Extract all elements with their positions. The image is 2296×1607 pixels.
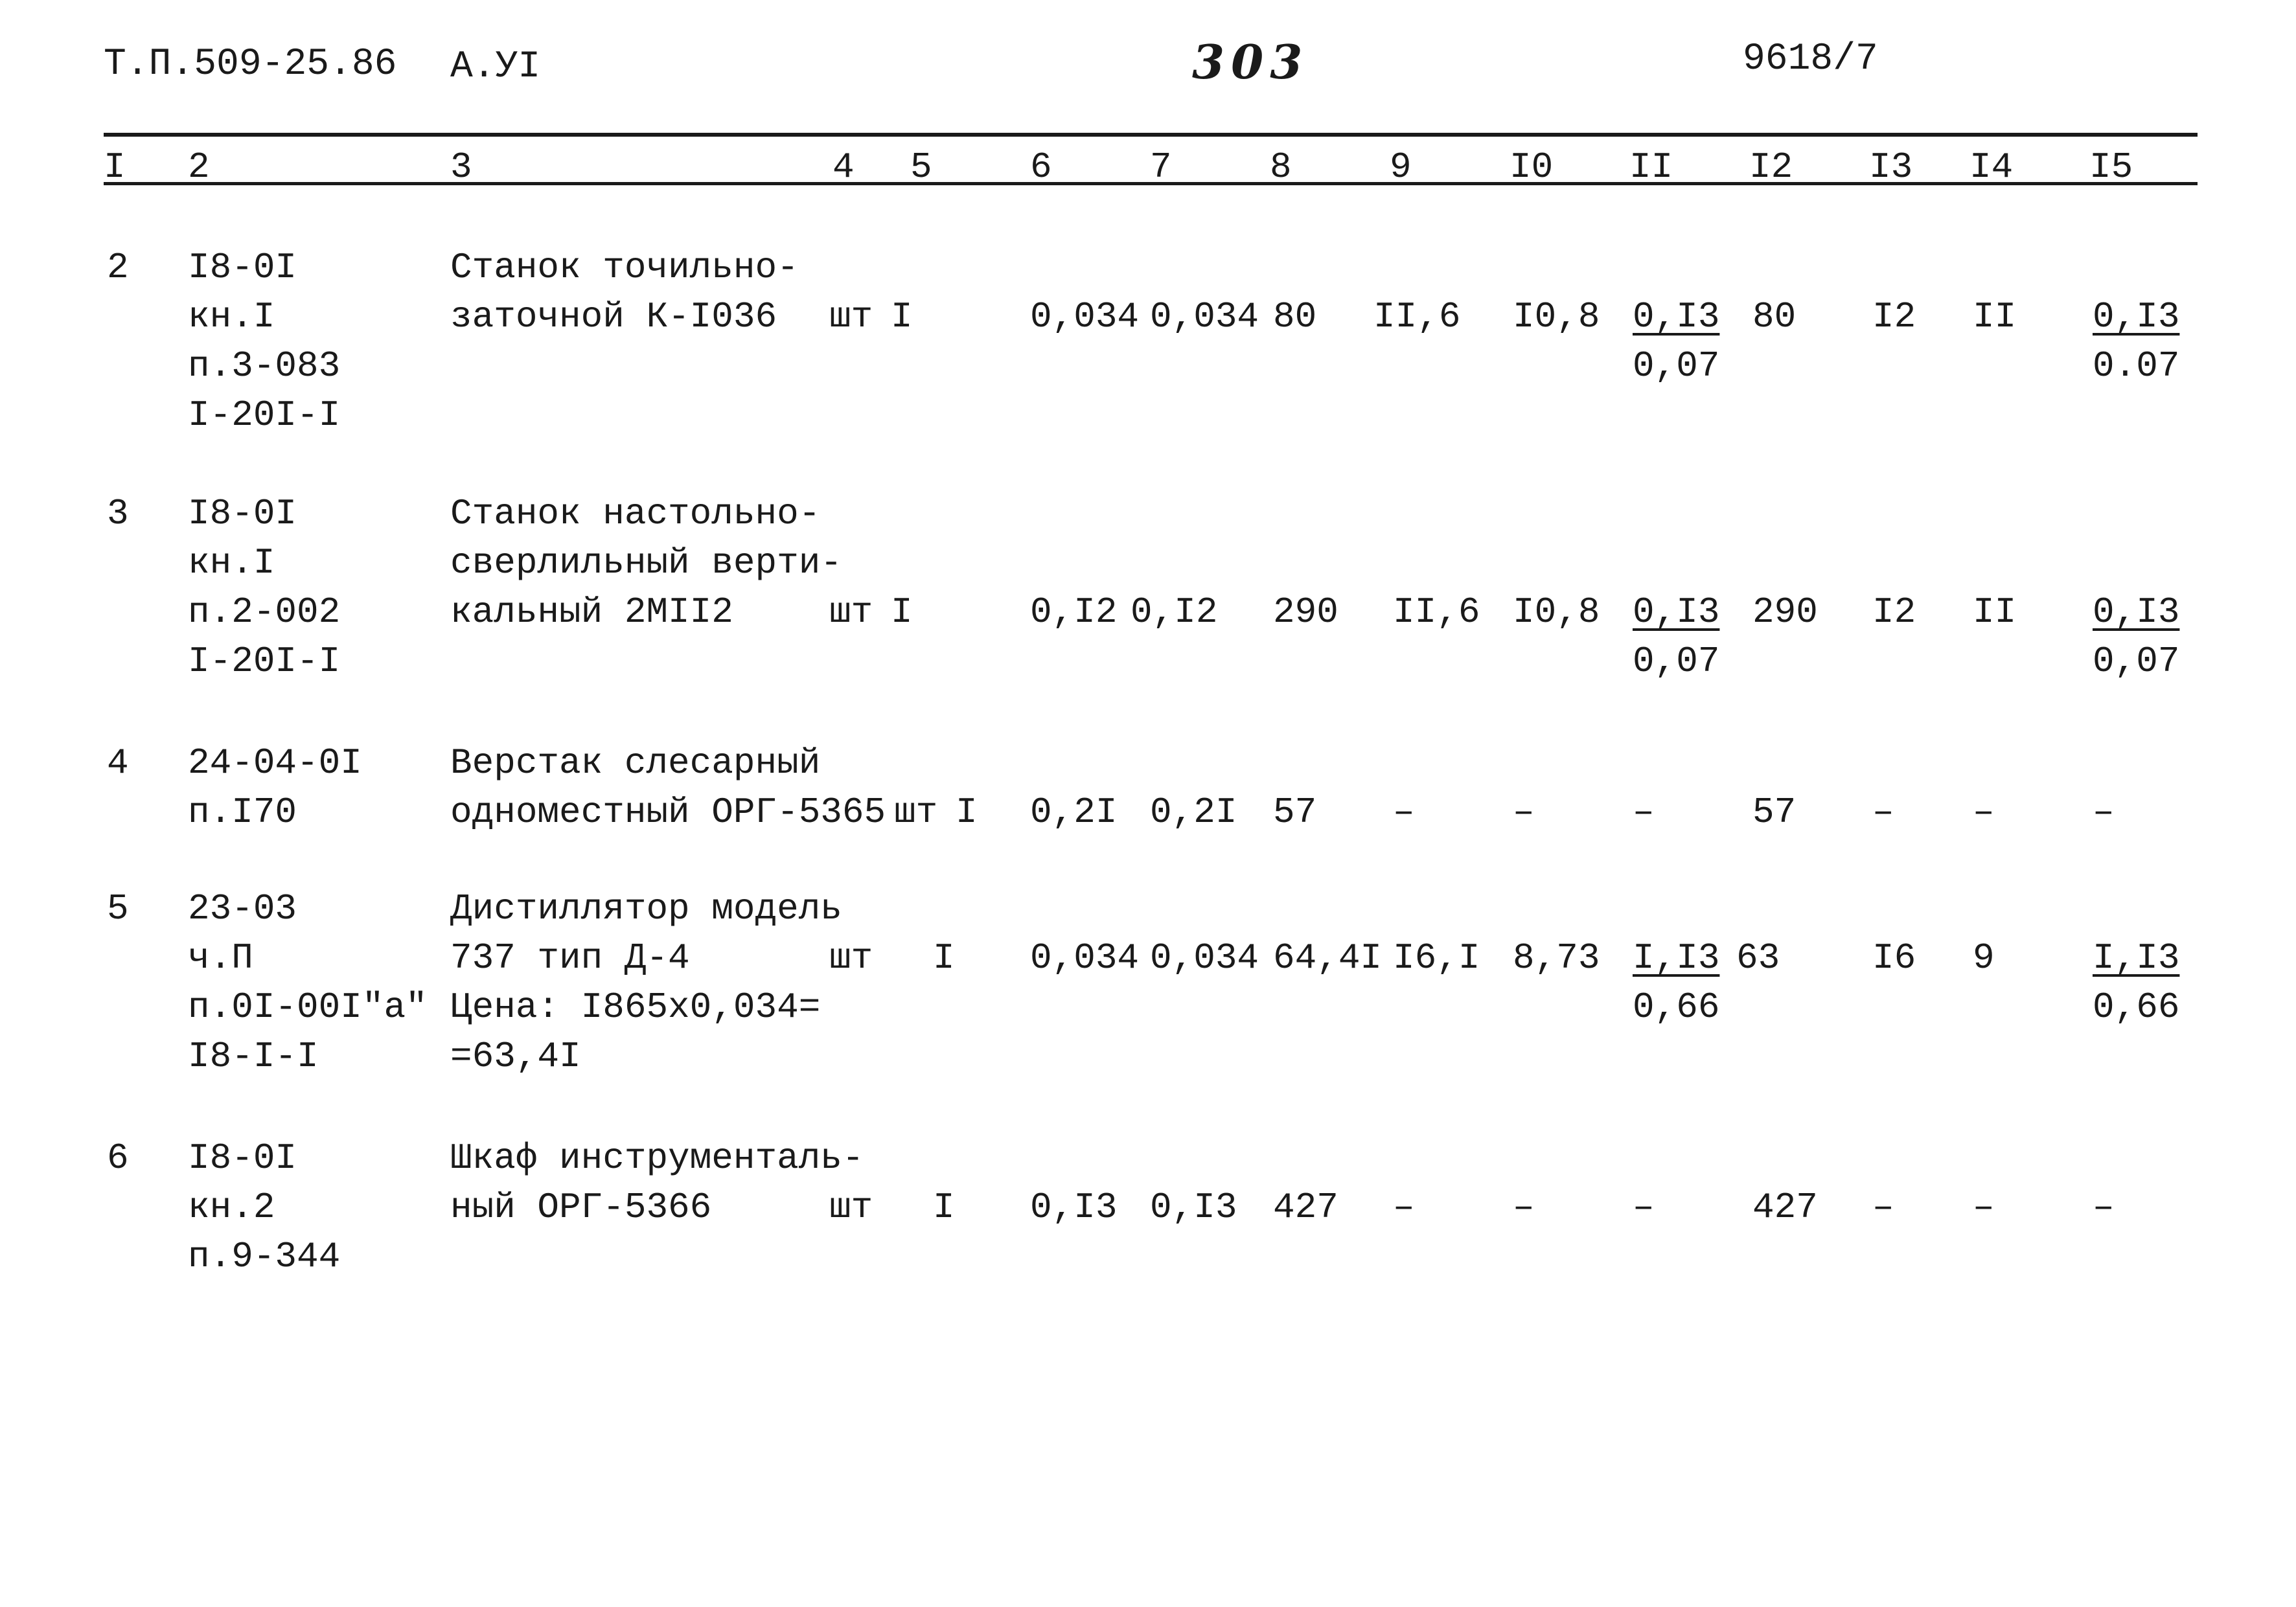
column-header: 9 (1390, 146, 1412, 188)
cell-9: II,6 (1373, 296, 1461, 337)
cell-15-bottom: 0,66 (2093, 986, 2180, 1028)
cell-14: II (1973, 296, 2017, 337)
code-line: п.I70 (188, 792, 297, 833)
unit: шт (829, 937, 873, 979)
name-line: заточной К-I036 (450, 296, 777, 337)
row-number: 6 (107, 1137, 129, 1179)
cell-13: – (1872, 792, 1894, 833)
cell-11-top: 0,I3 (1633, 591, 1720, 633)
cell-14: – (1973, 792, 1995, 833)
name-line: =63,4I (450, 1036, 581, 1077)
code-line: I-20I-I (188, 394, 341, 436)
cell-11-top: I,I3 (1633, 937, 1720, 979)
cell-10: – (1513, 792, 1535, 833)
document-code: Т.П.509-25.86 (104, 43, 397, 85)
column-header: 5 (910, 146, 932, 188)
row-number: 3 (107, 493, 129, 534)
column-header: 4 (832, 146, 855, 188)
code-line: п.0I-00I"а" (188, 986, 428, 1028)
column-header: 8 (1270, 146, 1292, 188)
archive-number: 9618/7 (1743, 38, 1878, 80)
cell-12: 80 (1752, 296, 1797, 337)
cell-10: 8,73 (1513, 937, 1600, 979)
unit: шт (829, 591, 873, 633)
column-header: I (104, 146, 126, 188)
row-number: 4 (107, 742, 129, 784)
cell-7: 0,I2 (1131, 591, 1218, 633)
cell-14: II (1973, 591, 2017, 633)
cell-7: 0,I3 (1150, 1187, 1237, 1228)
code-line: кн.I (188, 542, 275, 584)
cell-13: I2 (1872, 296, 1916, 337)
quantity: I (933, 1187, 955, 1228)
cell-6: 0,I3 (1030, 1187, 1118, 1228)
cell-10: I0,8 (1513, 296, 1600, 337)
name-line: 737 тип Д-4 (450, 937, 690, 979)
unit: шт (829, 1187, 873, 1228)
cell-11-bottom: 0,07 (1633, 345, 1720, 387)
column-header: 2 (188, 146, 210, 188)
cell-15-top: 0,I3 (2093, 296, 2180, 337)
cell-6: 0,034 (1030, 296, 1140, 337)
code-line: I8-0I (188, 493, 297, 534)
cell-14: – (1973, 1187, 1995, 1228)
code-line: I8-0I (188, 247, 297, 288)
name-line: ный ОРГ-5366 (450, 1187, 712, 1228)
code-line: кн.I (188, 296, 275, 337)
cell-8: 290 (1273, 591, 1338, 633)
cell-8: 64,4I (1273, 937, 1383, 979)
code-line: 24-04-0I (188, 742, 362, 784)
code-line: п.9-344 (188, 1236, 341, 1277)
cell-10: I0,8 (1513, 591, 1600, 633)
quantity: I (933, 937, 955, 979)
quantity: I (956, 792, 978, 833)
cell-15-top: I,I3 (2093, 937, 2180, 979)
cell-11: – (1633, 792, 1655, 833)
cell-6: 0,2I (1030, 792, 1118, 833)
album-number: А.УI (450, 46, 541, 88)
code-line: I8-0I (188, 1137, 297, 1179)
cell-8: 57 (1273, 792, 1317, 833)
code-line: I-20I-I (188, 641, 341, 682)
unit: шт (829, 296, 873, 337)
cell-12: 427 (1752, 1187, 1818, 1228)
cell-7: 0,2I (1150, 792, 1237, 833)
cell-7: 0,034 (1150, 937, 1259, 979)
code-line: кн.2 (188, 1187, 275, 1228)
column-header: I4 (1969, 146, 2014, 188)
column-header: I3 (1869, 146, 1913, 188)
cell-11-top: 0,I3 (1633, 296, 1720, 337)
cell-12: 57 (1752, 792, 1797, 833)
column-header: I0 (1510, 146, 1554, 188)
name-line: Станок точильно- (450, 247, 799, 288)
code-line: 23-03 (188, 888, 297, 929)
cell-12: 290 (1752, 591, 1818, 633)
cell-13: – (1872, 1187, 1894, 1228)
name-line: Шкаф инструменталь- (450, 1137, 864, 1179)
page-number: 303 (1192, 34, 1309, 89)
column-header: 6 (1030, 146, 1052, 188)
cell-11: – (1633, 1187, 1655, 1228)
cell-11-bottom: 0,66 (1633, 986, 1720, 1028)
column-header: II (1629, 146, 1673, 188)
column-header: I2 (1749, 146, 1793, 188)
code-line: п.3-083 (188, 345, 341, 387)
unit: шт (894, 792, 938, 833)
name-line: Станок настольно- (450, 493, 821, 534)
name-line: кальный 2МII2 (450, 591, 733, 633)
code-line: I8-I-I (188, 1036, 319, 1077)
name-line: Дистиллятор модель (450, 888, 842, 929)
column-header: 3 (450, 146, 472, 188)
name-line: Верстак слесарный (450, 742, 821, 784)
cell-13: I6 (1872, 937, 1916, 979)
quantity: I (891, 591, 913, 633)
name-line: сверлильный верти- (450, 542, 842, 584)
cell-6: 0,034 (1030, 937, 1140, 979)
cell-11-bottom: 0,07 (1633, 641, 1720, 682)
cell-15-top: 0,I3 (2093, 591, 2180, 633)
column-header: 7 (1150, 146, 1172, 188)
code-line: п.2-002 (188, 591, 341, 633)
column-header: I5 (2089, 146, 2133, 188)
cell-7: 0,034 (1150, 296, 1259, 337)
cell-9: – (1393, 792, 1415, 833)
cell-14: 9 (1973, 937, 1995, 979)
name-line: Цена: I865х0,034= (450, 986, 821, 1028)
cell-15-bottom: 0,07 (2093, 641, 2180, 682)
cell-9: II,6 (1393, 591, 1480, 633)
quantity: I (891, 296, 913, 337)
code-line: ч.П (188, 937, 253, 979)
cell-9: I6,I (1393, 937, 1480, 979)
row-number: 2 (107, 247, 129, 288)
cell-15: – (2093, 1187, 2115, 1228)
table-top-rule (104, 133, 2198, 137)
cell-15-bottom: 0.07 (2093, 345, 2180, 387)
cell-10: – (1513, 1187, 1535, 1228)
name-line: одноместный ОРГ-5365 (450, 792, 886, 833)
cell-8: 427 (1273, 1187, 1338, 1228)
cell-13: I2 (1872, 591, 1916, 633)
cell-12: 63 (1736, 937, 1780, 979)
cell-8: 80 (1273, 296, 1317, 337)
cell-9: – (1393, 1187, 1415, 1228)
cell-15: – (2093, 792, 2115, 833)
cell-6: 0,I2 (1030, 591, 1118, 633)
row-number: 5 (107, 888, 129, 929)
